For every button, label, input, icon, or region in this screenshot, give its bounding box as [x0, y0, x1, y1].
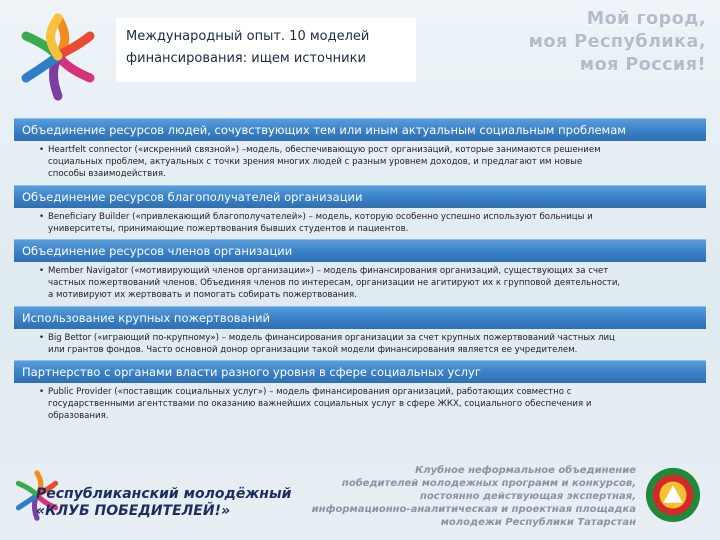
body-line: Beneficiary Builder («привлекающий благополучателей») – модель, которую особенно успешно используют больницы и: [48, 211, 593, 222]
section-header: Объединение ресурсов членов организации: [14, 239, 706, 262]
footer: [0, 458, 720, 540]
body-line: способы взаимодействия.: [48, 169, 166, 180]
section-government-partnership: [14, 360, 706, 427]
section-body: [14, 141, 706, 185]
description-line: молодежи Республики Татарстан: [440, 517, 636, 528]
slogan-line-3: моя Россия!: [579, 55, 706, 75]
slogan-line-1: Мой город,: [586, 9, 706, 29]
club-description: [276, 464, 636, 529]
body-line: Public Provider («поставщик социальных услуг») – модель финансирования организаций, работающих совместно с: [48, 387, 572, 398]
page-title-line-2: финансирования: ищем источники: [126, 51, 366, 66]
section-body: [14, 383, 706, 427]
section-large-donations: [14, 306, 706, 360]
body-line: а мотивируют их жертвовать и помогать собирать пожертвования.: [48, 290, 357, 301]
body-line: частных пожертвований членов. Объединяя членов по интересам, организации не агитируют их к групповой деятельности,: [48, 278, 621, 289]
description-line: Клубное неформальное объединение: [415, 465, 636, 476]
body-line: или грантов фондов. Часто основной донор организации такой модели финансирования является ее учредителем.: [48, 344, 578, 355]
club-name-line-1: Республиканский молодёжный: [36, 486, 292, 502]
bullet-icon: •: [39, 387, 45, 398]
section-body: [14, 329, 706, 360]
section-resources-people: [14, 118, 706, 185]
bullet-icon: •: [39, 332, 45, 343]
body-line: Member Navigator («мотивирующий членов организации») – модель финансирования организаций, существующих за счет: [48, 266, 609, 277]
funding-models-list: [14, 118, 706, 427]
bullet-icon: •: [39, 266, 45, 277]
section-header: Использование крупных пожертвований: [14, 306, 706, 329]
section-body: [14, 262, 706, 306]
body-line: университеты, принимающие пожертвования бывших студентов и пациентов.: [48, 223, 409, 234]
body-line: социальных проблем, актуальных с точки зрения многих людей с разным уровнем доходов, и предлагают им новые: [48, 157, 583, 168]
page-title-line-1: Международный опыт. 10 моделей: [126, 29, 370, 44]
description-line: постоянно действующая экспертная,: [420, 491, 636, 502]
body-line: государственными агентствами по оказанию важнейших социальных услуг в сфере ЖКХ, социального обеспечения и: [48, 399, 592, 410]
description-line: информационно-аналитическая и проектная площадка: [311, 504, 636, 515]
club-name-line-2: «КЛУБ ПОБЕДИТЕЛЕЙ!»: [36, 503, 231, 519]
description-line: победителей молодежных программ и конкурсов,: [341, 478, 636, 489]
body-line: Big Bettor («играющий по-крупному») – модель финансирования организации за счет крупных пожертвований частных лиц: [48, 332, 615, 343]
colorful-star-logo-icon: [8, 6, 108, 106]
section-beneficiaries: [14, 185, 706, 239]
section-body: [14, 208, 706, 239]
section-members: [14, 239, 706, 306]
section-header: Партнерство с органами власти разного уровня в сфере социальных услуг: [14, 360, 706, 383]
section-header: Объединение ресурсов благополучателей организации: [14, 185, 706, 208]
bullet-icon: •: [39, 211, 45, 222]
club-name: [36, 486, 291, 520]
body-line: Heartfelt connector («искренний связной») –модель, обеспечивающую рост организаций, которые занимаются решением: [48, 145, 601, 155]
tatarstan-emblem-icon: [644, 466, 702, 524]
section-header: Объединение ресурсов людей, сочувствующих тем или иным актуальным социальным проблемам: [14, 118, 706, 141]
title-box: [116, 18, 416, 82]
body-line: образования.: [48, 411, 109, 422]
slogan-line-2: моя Республика,: [528, 32, 706, 52]
slogan: [446, 8, 706, 77]
bullet-icon: •: [39, 145, 45, 155]
